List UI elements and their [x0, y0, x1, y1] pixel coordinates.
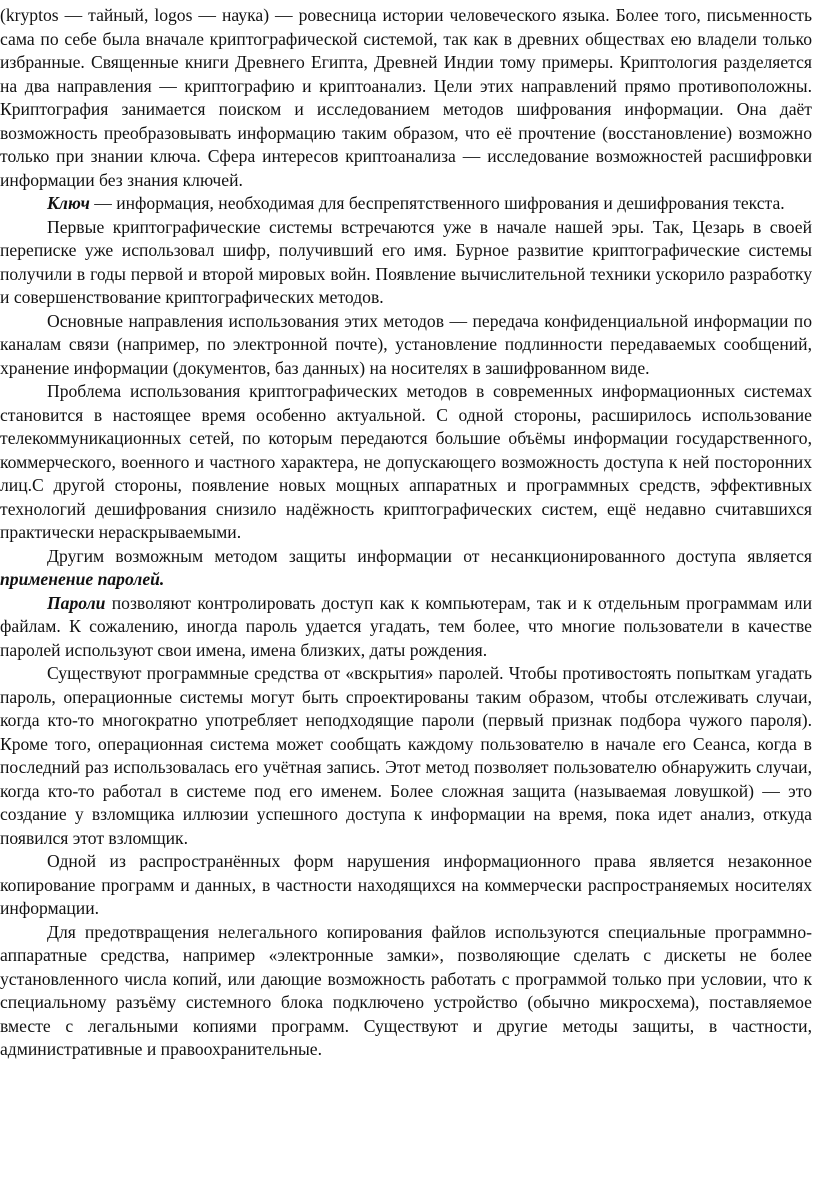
paragraph-password-method: [0, 545, 812, 592]
paragraph-text: Первые криптографические системы встречаются уже в начале нашей эры. Так, Цезарь в своей переписке уже использовал шифр, получивший его имя. Бурное развитие криптографические системы получили в годы первой и второй мировых войн. Появление вычислительной техники ускорило разработку и совершенствование криптографических методов.: [0, 216, 812, 307]
paragraph-passwords: [0, 592, 812, 663]
paragraph-text: (kryptos — тайный, logos — наука) — ровесница истории человеческого языка. Более того, письменность сама по себе была вначале криптографической системой, так как в древних обществах ею владели только избранные. Священные книги Древнего Египта, Древней Индии тому примеры. Криптология разделяется на два направления — криптографию и криптоанализ. Цели этих направлений прямо противоположны. Криптография занимается поиском и исследованием методов шифрования информации. Она даёт возможность преобразовывать информацию таким образом, что её прочтение (восстановление) возможно только при знании ключа. Сфера интересов криптоанализа — исследование возможностей расшифровки информации без знания ключей.: [0, 5, 812, 190]
term-passwords: Пароли: [47, 592, 106, 613]
paragraph-relevance: [0, 380, 812, 545]
paragraph-illegal-copying: [0, 850, 812, 921]
paragraph-text: — информация, необходимая для беспрепятственного шифрования и дешифрования текста.: [89, 193, 785, 213]
paragraph-copy-protection: [0, 921, 812, 1062]
paragraph-text: Другим возможным методом защиты информации от несанкционированного доступа является: [47, 545, 812, 566]
paragraph-text: Проблема использования криптографических методов в современных информационных системах становится в настоящее время особенно актуальной. С одной стороны, расширилось использование телекоммуникационных сетей, по которым передаются большие объёмы информации государственного, коммерческого, военного и частного характера, не допускающего возможность доступа к ней посторонних лиц.С другой стороны, появление новых мощных аппаратных и программных средств, эффективных технологий дешифрования снизило надёжность криптографических систем, ещё недавно считавшихся практически нераскрываемыми.: [0, 381, 812, 542]
paragraph-history: [0, 216, 812, 310]
paragraph-cryptology-intro: [0, 4, 812, 192]
term-password-use: применение паролей.: [0, 569, 165, 589]
term-key: Ключ: [47, 193, 90, 213]
paragraph-text: Существуют программные средства от «вскрытия» паролей. Чтобы противостоять попыткам угадать пароль, операционные системы могут быть спроектированы таким образом, чтобы отслеживать случаи, когда кто-то многократно употребляет неподходящие пароли (первый признак подбора чужого пароля). Кроме того, операционная система может сообщать каждому пользователю в начале его Сеанса, когда в последний раз использовалась его учётная запись. Этот метод позволяет пользователю обнаружить случаи, когда кто-то работал в системе под его именем. Более сложная защита (называемая ловушкой) — это создание у взломщика иллюзии успешного доступа к информации на время, пока идет анализ, откуда появился этот взломщик.: [0, 663, 812, 848]
paragraph-text: Основные направления использования этих методов — передача конфиденциальной информации по каналам связи (например, по электронной почте), установление подлинности передаваемых сообщений, хранение информации (документов, баз данных) на носителях в зашифрованном виде.: [0, 310, 812, 378]
paragraph-text: позволяют контролировать доступ как к компьютерам, так и к отдельным программам или файлам. К сожалению, иногда пароль удается угадать, тем более, что многие пользователи в качестве паролей используют свои имена, имена близких, даты рождения.: [0, 592, 812, 660]
paragraph-text: Одной из распространённых форм нарушения информационного права является незаконное копирование программ и данных, в частности находящихся на коммерчески распространяемых носителях информации.: [0, 851, 812, 918]
paragraph-text: Для предотвращения нелегального копирования файлов используются специальные программно-аппаратные средства, например «электронные замки», позволяющие сделать с дискеты не более установленного числа копий, или дающие возможность работать с программой только при условии, что к специальному разъёму системного блока подключено устройство (обычно микросхема), поставляемое вместе с легальными копиями программ. Существуют и другие методы защиты, в частности, административные и правоохранительные.: [0, 921, 812, 1059]
paragraph-password-protection: [0, 662, 812, 850]
paragraph-applications: [0, 310, 812, 381]
paragraph-key-definition: [0, 192, 812, 216]
